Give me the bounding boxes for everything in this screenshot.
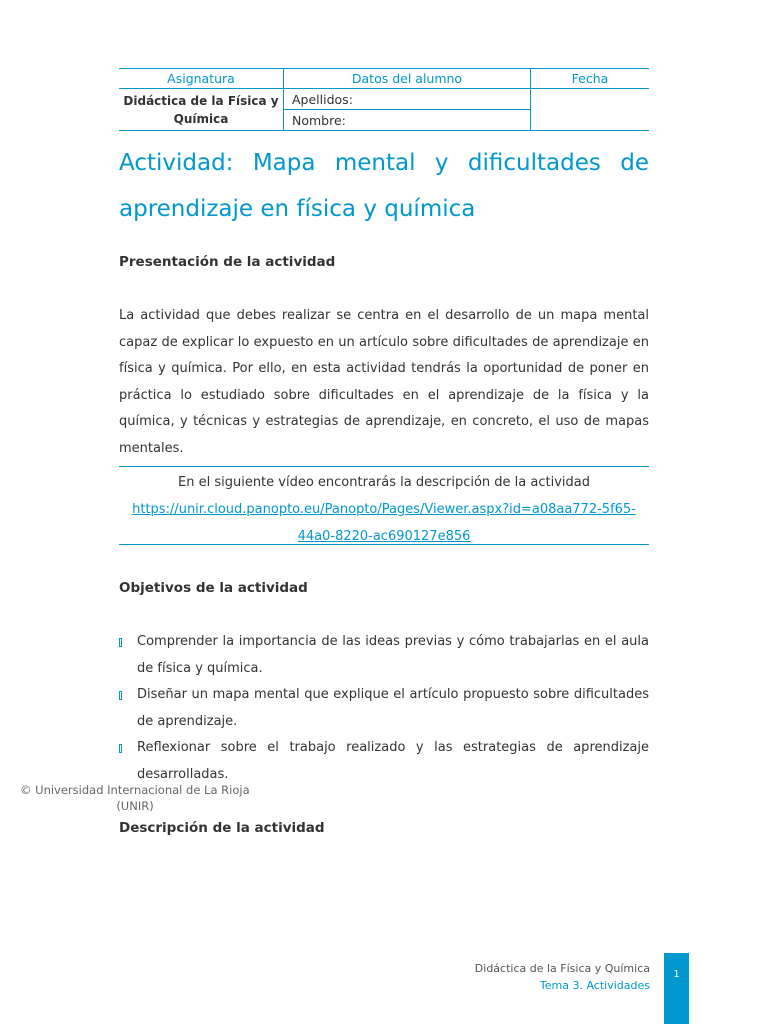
description-heading: Descripción de la actividad — [119, 820, 325, 836]
header-col-student: Datos del alumno — [284, 69, 531, 89]
page-number: 1 — [673, 969, 680, 980]
copyright-notice — [20, 782, 250, 814]
list-item — [119, 629, 649, 682]
header-col-date: Fecha — [531, 69, 650, 89]
surname-field[interactable]: Apellidos: — [284, 89, 531, 110]
video-callout — [119, 466, 649, 545]
bullet-icon — [119, 744, 122, 753]
subject-value: Didáctica de la Física y Química — [119, 89, 284, 131]
footer-topic: Tema 3. Actividades — [539, 979, 650, 992]
footer-course: Didáctica de la Física y Química — [474, 962, 650, 975]
name-field[interactable]: Nombre: — [284, 110, 531, 131]
video-link-line1[interactable]: https://unir.cloud.panopto.eu/Panopto/Pages/Viewer.aspx?id=a08aa772-5f65- — [132, 502, 636, 517]
header-table — [119, 68, 649, 131]
objective-text: Reflexionar sobre el trabajo realizado y las estrategias de aprendizaje desarrolladas. — [137, 740, 649, 782]
list-item — [119, 735, 649, 788]
page-number-badge — [664, 953, 689, 1024]
bullet-icon — [119, 691, 122, 700]
objective-text: Diseñar un mapa mental que explique el artículo propuesto sobre dificultades de aprendizaje. — [137, 687, 649, 729]
video-lead-text: En el siguiente vídeo encontrarás la descripción de la actividad — [178, 475, 590, 490]
video-link-line2[interactable]: 44a0-8220-ac690127e856 — [297, 529, 471, 544]
page-footer — [475, 960, 650, 994]
presentation-paragraph: La actividad que debes realizar se centra en el desarrollo de un mapa mental capaz de explicar lo expuesto en un artículo sobre dificultades de aprendizaje en física y química. Por ello, en esta actividad tendrás la oportunidad de poner en práctica lo estudiado sobre dificultades en el aprendizaje de la física y la química, y técnicas y estrategias de aprendizaje, en concreto, el uso de mapas mentales. — [119, 308, 649, 456]
copyright-line2: (UNIR) — [116, 799, 154, 813]
copyright-line1: © Universidad Internacional de La Rioja — [20, 783, 250, 797]
presentation-heading: Presentación de la actividad — [119, 254, 336, 270]
objective-text: Comprender la importancia de las ideas previas y cómo trabajarlas en el aula de física y química. — [137, 634, 649, 676]
bullet-icon — [119, 638, 122, 647]
activity-title: Actividad: Mapa mental y dificultades de aprendizaje en física y química — [119, 150, 649, 222]
header-col-subject: Asignatura — [119, 69, 284, 89]
list-item — [119, 682, 649, 735]
objectives-list — [119, 629, 649, 788]
date-field[interactable] — [531, 89, 650, 131]
objectives-heading: Objetivos de la actividad — [119, 580, 308, 596]
